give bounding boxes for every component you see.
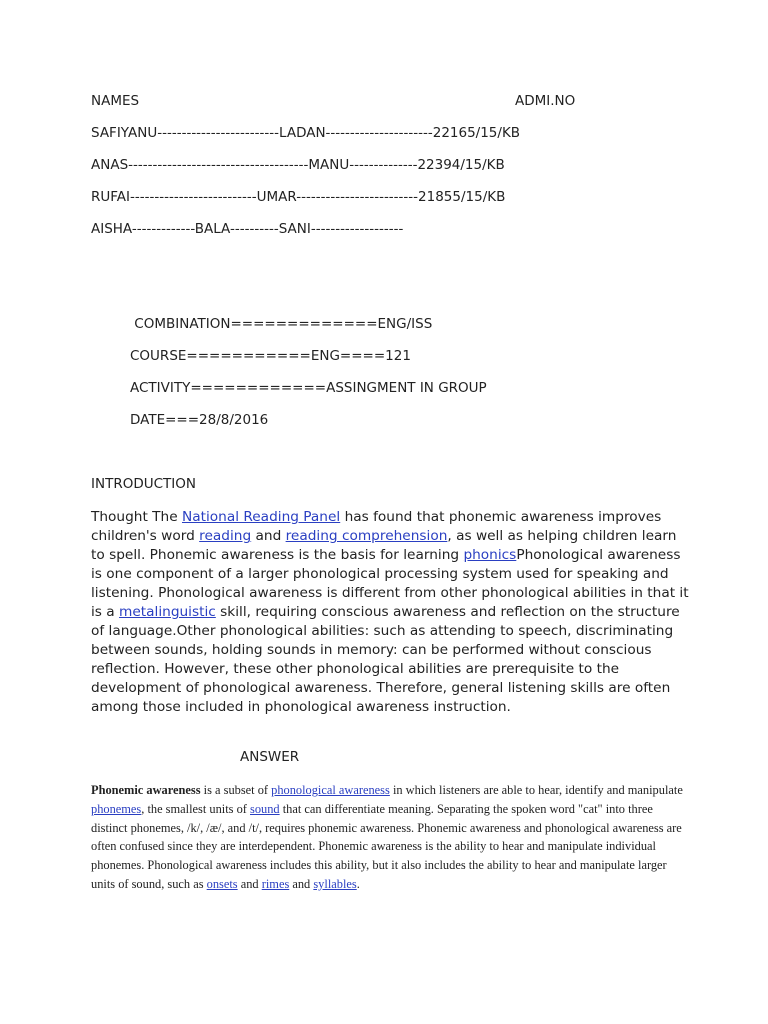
reading-link[interactable]: reading [199, 528, 252, 544]
answer-text: , the smallest units of [141, 801, 251, 816]
phonics-link[interactable]: phonics [463, 547, 517, 563]
phonological-awareness-link[interactable]: phonological awareness [271, 783, 390, 797]
member-row-3: RUFAI--------------------------UMAR-------------------------21855/15/KB [91, 189, 506, 205]
member-row-2: ANAS-------------------------------------MANU--------------22394/15/KB [91, 157, 505, 173]
answer-heading: ANSWER [240, 749, 300, 765]
course-line: COURSE===========ENG====121 [130, 348, 411, 364]
answer-text: that can differentiate meaning. Separating the spoken word "cat" into three distinct phonemes, /k/, /æ/, and /t/, requires phonemic awareness. Phonemic awareness and phonological awareness are often confused since they are interdependent. Phonemic awareness is the ability to hear and manipulate individual phonemes. Phonological awareness includes this ability, but it also includes the ability to hear and manipulate larger units of sound, such as [91, 801, 682, 891]
names-label: NAMES [91, 93, 140, 109]
intro-text: Thought The [91, 509, 182, 525]
answer-text: and [289, 876, 314, 891]
intro-text: and [251, 528, 286, 544]
introduction-paragraph [91, 508, 691, 717]
national-reading-panel-link[interactable]: National Reading Panel [181, 509, 341, 525]
reading-comprehension-link[interactable]: reading comprehension [285, 528, 448, 544]
intro-text: , as well as helping children learn to spell. Phonemic awareness is the basis for learning [91, 528, 677, 563]
member-row-1: SAFIYANU-------------------------LADAN----------------------22165/15/KB [91, 125, 521, 141]
intro-text: Phonological awareness is one component of a larger phonological processing system used for speaking and listening. Phonological awareness is different from other phonological abilities in that it is a [91, 547, 689, 620]
answer-text: and [237, 876, 262, 891]
answer-text: is a subset of [200, 783, 272, 797]
activity-line: ACTIVITY============ASSINGMENT IN GROUP [130, 380, 487, 396]
phonemes-link[interactable]: phonemes [91, 801, 142, 816]
answer-text: . [356, 876, 360, 891]
answer-paragraph [91, 781, 691, 894]
combination-line: COMBINATION=============ENG/ISS [130, 316, 433, 332]
answer-text: in which listeners are able to hear, identify and manipulate [389, 783, 683, 797]
member-row-4: AISHA-------------BALA----------SANI------------------- [91, 221, 404, 237]
rimes-link[interactable]: rimes [261, 876, 290, 891]
phonemic-awareness-term: Phonemic awareness [91, 783, 201, 797]
intro-text: has found that phonemic awareness improves children's word [91, 509, 662, 544]
names-header-row [91, 93, 576, 109]
intro-text: skill, requiring conscious awareness and reflection on the structure of language.Other phonological abilities: such as attending to speech, discriminating between sounds, holding sounds in memory: can be performed without conscious reflection. However, these other phonological abilities are prerequisite to the development of phonological awareness. Therefore, general listening skills are often among those included in phonological awareness instruction. [91, 604, 680, 715]
sound-link[interactable]: sound [250, 801, 280, 816]
onsets-link[interactable]: onsets [206, 876, 238, 891]
syllables-link[interactable]: syllables [313, 876, 357, 891]
date-line: DATE===28/8/2016 [130, 412, 269, 428]
introduction-heading: INTRODUCTION [91, 476, 196, 492]
metalinguistic-link[interactable]: metalinguistic [119, 604, 216, 620]
admi-no-label: ADMI.NO [515, 93, 576, 109]
